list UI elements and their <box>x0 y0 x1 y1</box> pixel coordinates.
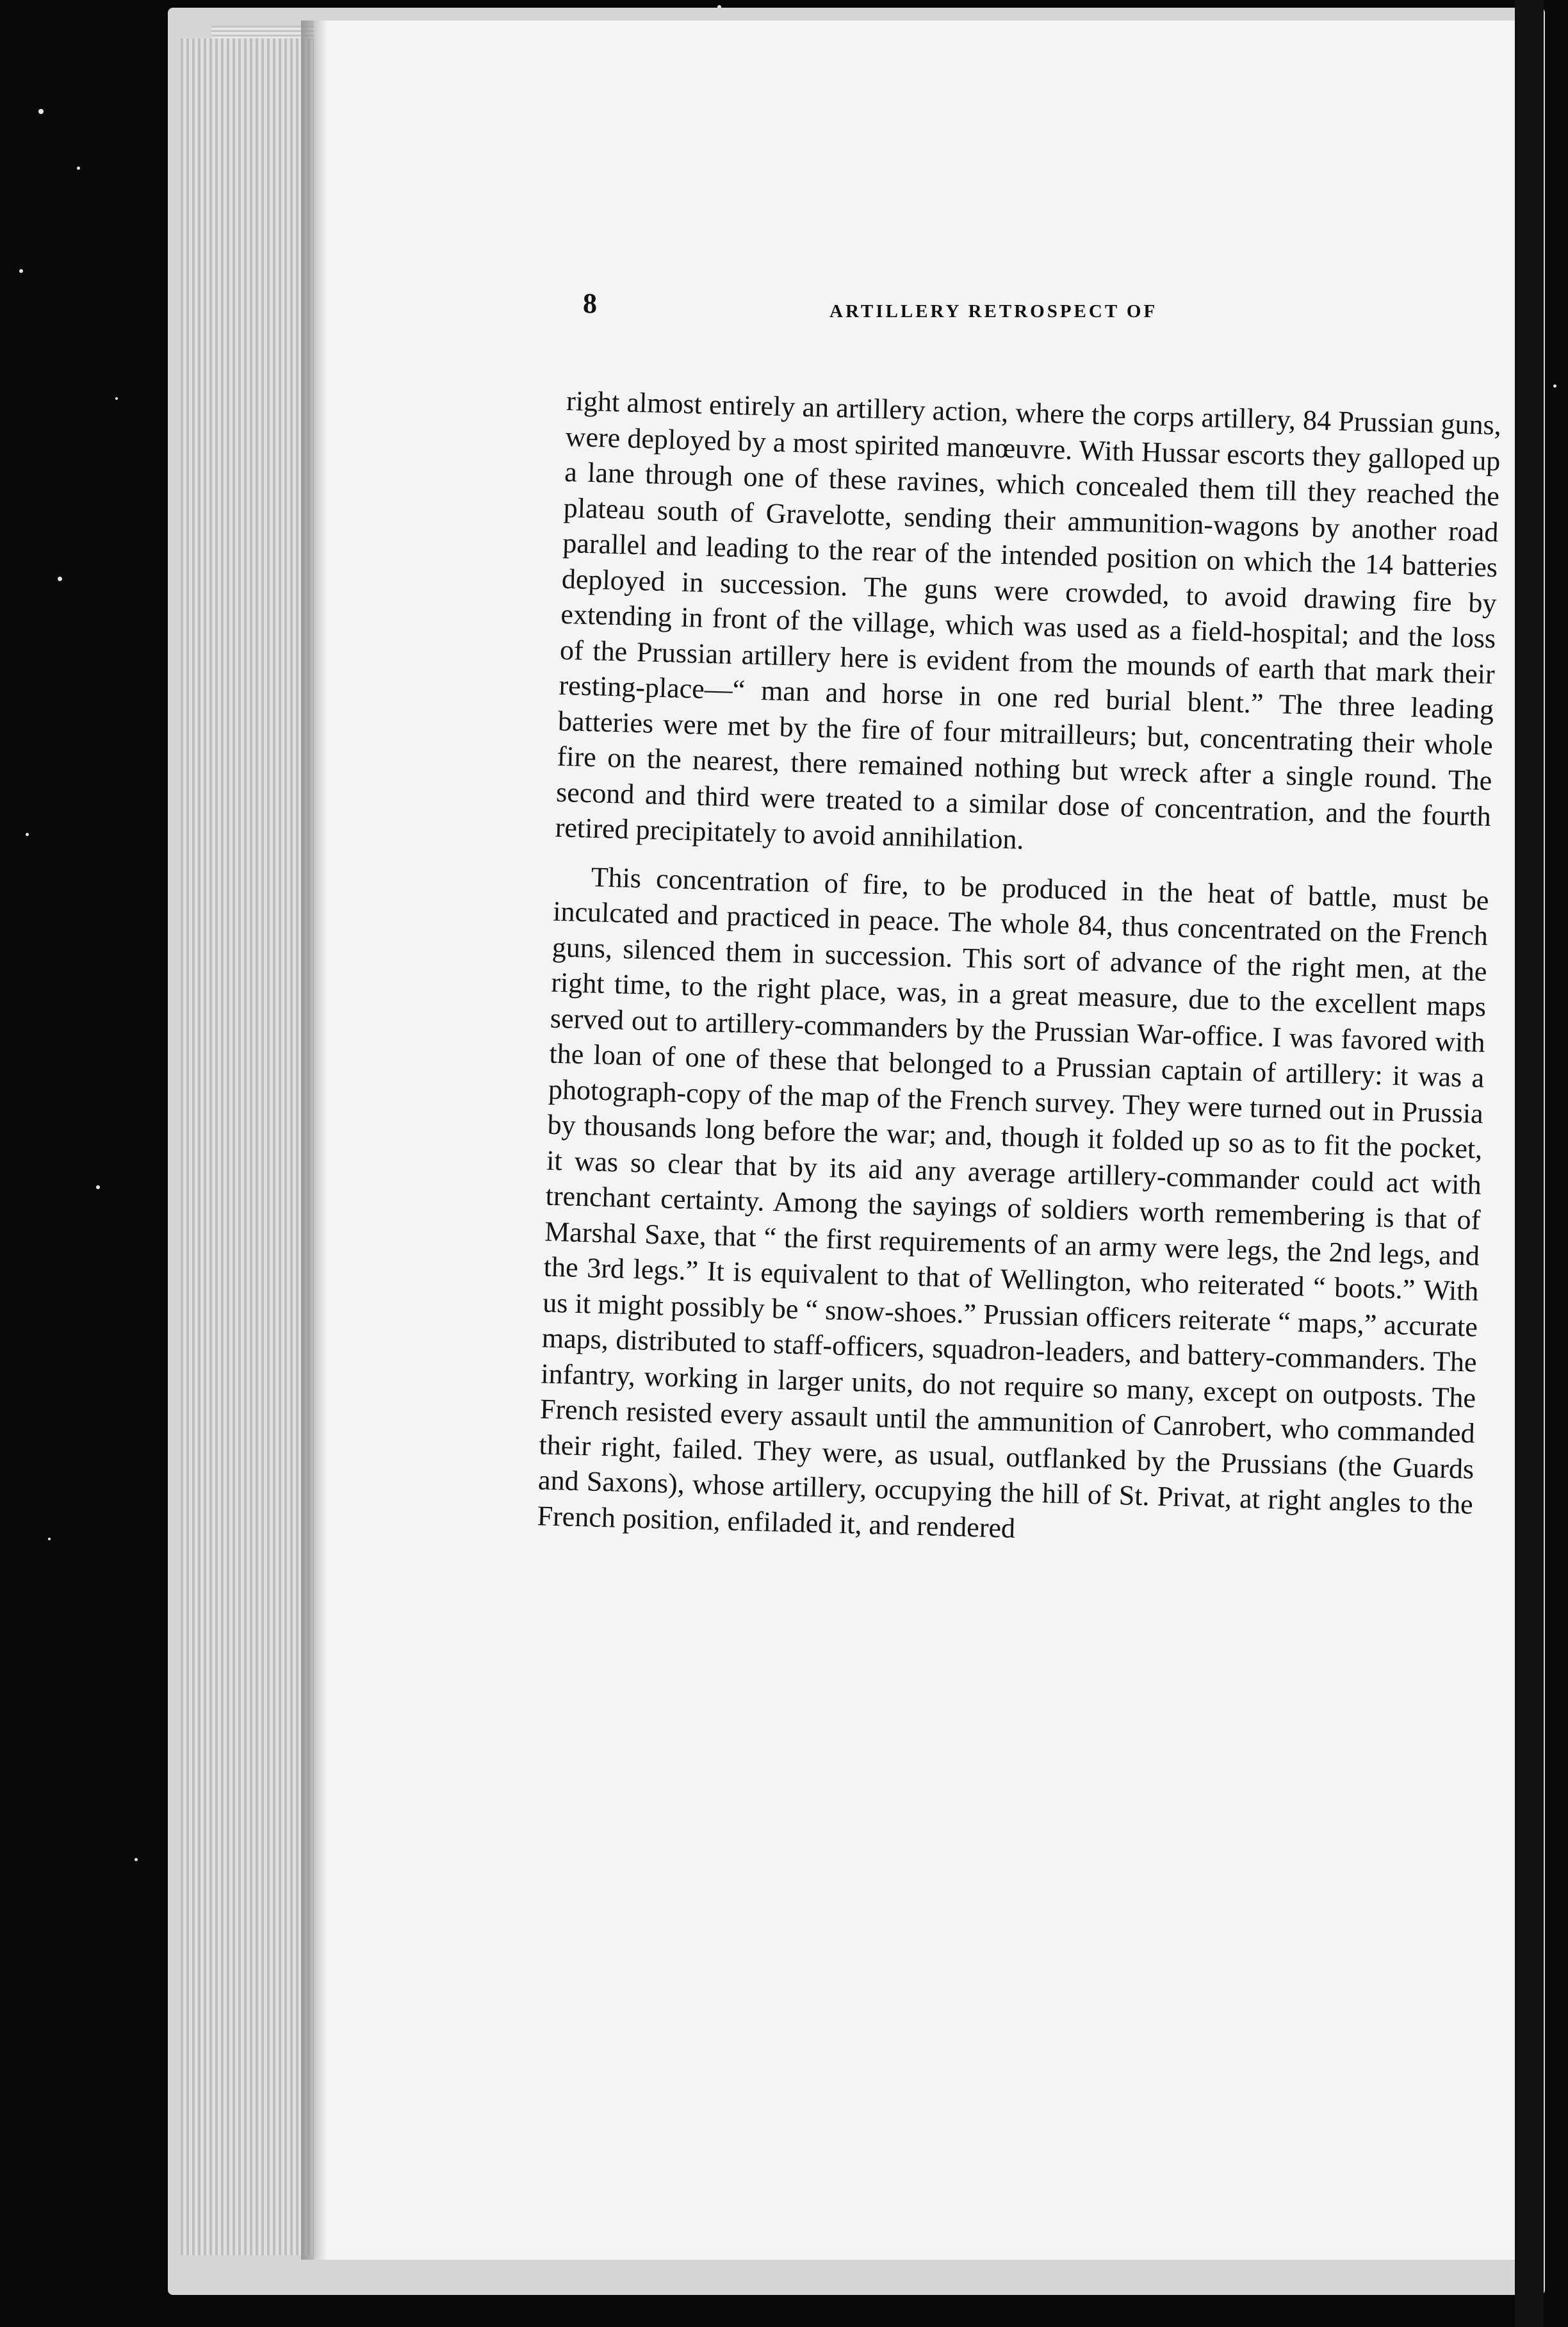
dust-speck <box>115 397 118 400</box>
dust-speck <box>135 1858 138 1861</box>
dust-speck <box>58 577 62 581</box>
dust-speck <box>96 1185 100 1189</box>
dust-speck <box>19 269 23 273</box>
page-stack-side <box>181 38 322 2255</box>
dust-speck <box>77 167 80 170</box>
page-number: 8 <box>583 288 597 319</box>
dust-speck <box>26 833 29 836</box>
page-header <box>583 287 1300 332</box>
scanner-edge <box>1515 0 1544 2327</box>
dust-speck <box>38 109 44 114</box>
paragraph-2: This concentration of fire, to be produced in the heat of battle, must be inculcated and practiced in peace. The whole 84, thus concentrated on the French guns, silenced them in succession. This sort of advance of the right men, at the right time, to the right place, was, in a great measure, due to the excellent maps served out to artillery-commanders by the Prussian War-office. I was favored with the loan of one of these that belonged to a Prussian captain of artillery: it was a photograph-copy of the map of the French survey. They were turned out in Prussia by thousands long before the war; and, though it folded up so as to fit the pocket, it was so clear that by its aid any average artillery-commander could act with trenchant certainty. Among the sayings of soldiers worth remembering is that of Marshal Saxe, that “ the first requirements of an army were legs, the 2nd legs, and the 3rd legs.” It is equivalent to that of Wellington, who reiterated “ boots.” With us it might possibly be “ snow-shoes.” Prussian officers reiterate “ maps,” accurate maps, distributed to staff-officers, squadron-leaders, and battery-commanders. The infantry, working in larger units, do not require so many, except on outposts. The French resisted every assault until the ammunition of Canrobert, who commanded their right, failed. They were, as usual, outflanked by the Prussians (the Guards and Saxons), whose artillery, occupying the hill of St. Privat, at right angles to the French position, enfiladed it, and rendered <box>537 860 1490 1544</box>
running-head: ARTILLERY RETROSPECT OF <box>829 301 1158 322</box>
dust-speck <box>1553 384 1556 388</box>
paragraph-1: right almost entirely an artillery action, where the corps artillery, 84 Prussian guns, were deployed by a most spirited manœuvre. With Hussar escorts they galloped up a lane through one of these ravines, which concealed them till they reached the plateau south of Gravelotte, sending their ammunition-wagons by another road parallel and leading to the rear of the intended position on which the 14 batteries deployed in succession. The guns were crowded, to avoid drawing fire by extending in front of the village, which was used as a field-hospital; and the loss of the Prussian artillery here is evident from the mounds of earth that mark their resting-place—“ man and horse in one red burial blent.” The three leading batteries were met by the fire of four mitrailleurs; but, concentrating their whole fire on the nearest, there remained nothing but wreck after a single round. The second and third were treated to a similar dose of concentration, and the fourth retired precipitately to avoid annihilation. <box>555 384 1502 855</box>
spine-shadow <box>301 21 327 2260</box>
dust-speck <box>48 1538 51 1540</box>
body-text <box>537 383 1502 1558</box>
